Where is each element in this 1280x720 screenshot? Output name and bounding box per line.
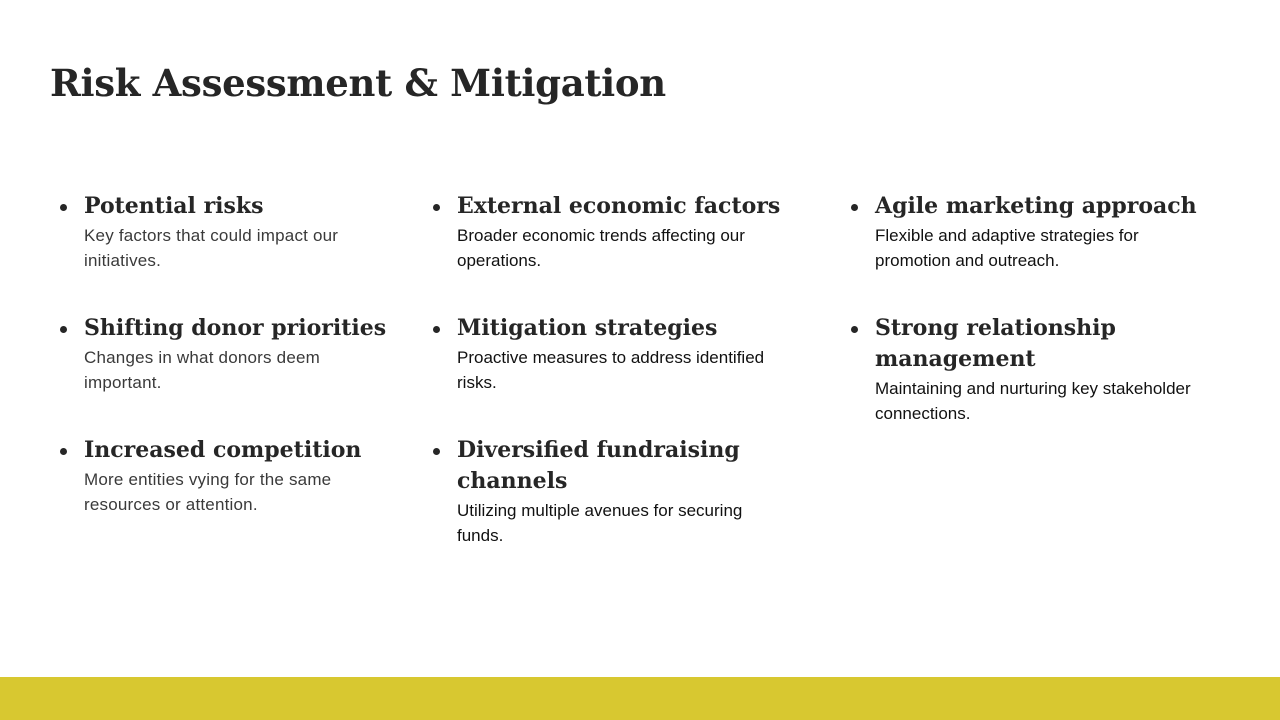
bullet-item-potential-risks (58, 191, 388, 273)
item-description: Changes in what donors deem important. (84, 348, 320, 392)
bullet-item-external-economic-factors (431, 191, 781, 273)
column-3 (849, 191, 1209, 426)
bullet-item-diversified-fundraising-channels (431, 435, 781, 548)
bullet-icon (433, 204, 440, 211)
item-description: Key factors that could impact our initiatives. (84, 226, 339, 270)
bullet-icon (851, 326, 858, 333)
item-title: Diversified fundraising channels (457, 437, 740, 494)
column-2 (431, 191, 781, 548)
bullet-icon (433, 448, 440, 455)
bullet-icon (60, 204, 67, 211)
item-title: Mitigation strategies (457, 315, 718, 341)
item-description: Flexible and adaptive strategies for promotion and outreach. (875, 226, 1139, 270)
bullet-item-agile-marketing-approach (849, 191, 1209, 273)
item-title: Strong relationship management (875, 315, 1116, 372)
column-1 (58, 191, 388, 517)
bullet-item-mitigation-strategies (431, 313, 781, 395)
slide-title: Risk Assessment & Mitigation (50, 61, 666, 105)
item-title: Agile marketing approach (875, 193, 1197, 219)
item-description: Utilizing multiple avenues for securing funds. (457, 501, 743, 545)
item-title: External economic factors (457, 193, 781, 219)
item-description: Broader economic trends affecting our operations. (457, 226, 745, 270)
item-description: Proactive measures to address identified risks. (457, 348, 765, 392)
footer-accent-bar (0, 677, 1280, 720)
bullet-icon (433, 326, 440, 333)
bullet-item-shifting-donor-priorities (58, 313, 388, 395)
bullet-icon (851, 204, 858, 211)
item-title: Potential risks (84, 193, 264, 219)
item-description: More entities vying for the same resources or attention. (84, 470, 332, 514)
bullet-icon (60, 326, 67, 333)
item-description: Maintaining and nurturing key stakeholder connections. (875, 379, 1191, 423)
item-title: Shifting donor priorities (84, 315, 387, 341)
item-title: Increased competition (84, 437, 362, 463)
bullet-item-strong-relationship-management (849, 313, 1209, 426)
bullet-icon (60, 448, 67, 455)
bullet-item-increased-competition (58, 435, 388, 517)
